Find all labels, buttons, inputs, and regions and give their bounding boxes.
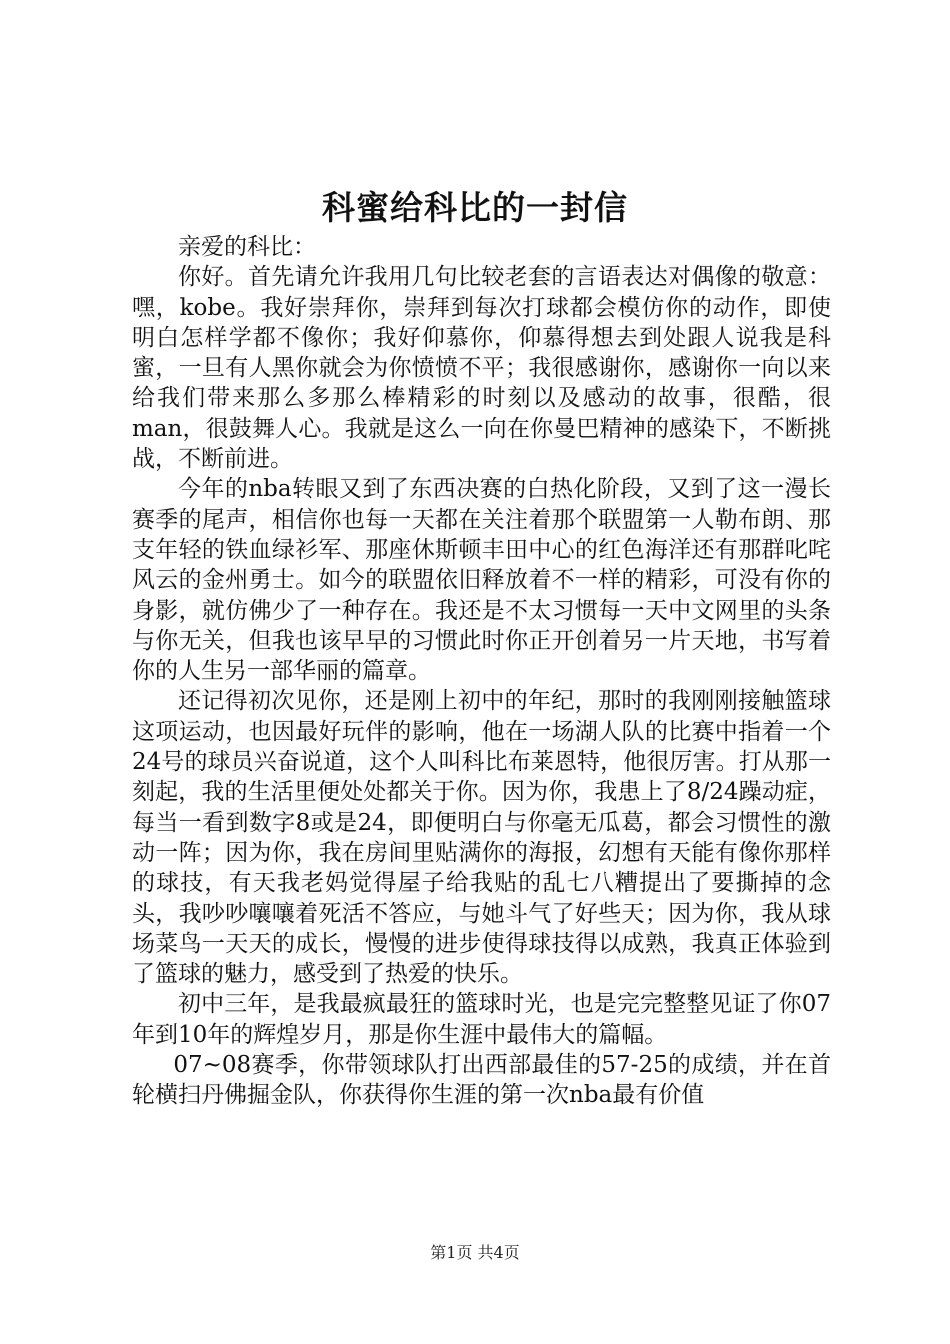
document-title: 科蜜给科比的一封信 <box>322 188 628 227</box>
paragraph: 你好。首先请允许我用几句比较老套的言语表达对偶像的敬意：嘿，kobe。我好崇拜你，崇拜到每次打球都会模仿你的动作，即使明白怎样学都不像你；我好仰慕你，仰慕得想去到处跟人说我是科蜜，一旦有人黑你就会为你愤愤不平；我很感谢你，感谢你一向以来给我们带来那么多那么棒精彩的时刻以及感动的故事，很酷，很man，很鼓舞人心。我就是这么一向在你曼巴精神的感染下，不断挑战，不断前进。 <box>132 264 831 473</box>
letter-body <box>132 232 831 1111</box>
paragraph: 07~08赛季，你带领球队打出西部最佳的57-25的成绩，并在首轮横扫丹佛掘金队，你获得你生涯的第一次nba最有价值 <box>132 1052 831 1109</box>
page-footer: 第1页 共4页 <box>430 1243 520 1262</box>
salutation: 亲爱的科比： <box>178 234 316 260</box>
paragraph: 还记得初次见你，还是刚上初中的年纪，那时的我刚刚接触篮球这项运动，也因最好玩伴的影响，他在一场湖人队的比赛中指着一个24号的球员兴奋说道，这个人叫科比布莱恩特，他很厉害。打从那一刻起，我的生活里便处处都关于你。因为你，我患上了8/24躁动症，每当一看到数字8或是24，即便明白与你毫无瓜葛，都会习惯性的激动一阵；因为你，我在房间里贴满你的海报，幻想有天能有像你那样的球技，有天我老妈觉得屋子给我贴的乱七八糟提出了要撕掉的念头，我吵吵嚷嚷着死活不答应，与她斗气了好些天；因为你，我从球场菜鸟一天天的成长，慢慢的进步使得球技得以成熟，我真正体验到了篮球的魅力，感受到了热爱的快乐。 <box>132 688 831 988</box>
paragraph: 初中三年，是我最疯最狂的篮球时光，也是完完整整见证了你07年到10年的辉煌岁月，那是你生涯中最伟大的篇幅。 <box>132 991 831 1048</box>
paragraph: 今年的nba转眼又到了东西决赛的白热化阶段，又到了这一漫长赛季的尾声，相信你也每一天都在关注着那个联盟第一人勒布朗、那支年轻的铁血绿衫军、那座休斯顿丰田中心的红色海洋还有那群叱咤风云的金州勇士。如今的联盟依旧释放着不一样的精彩，可没有你的身影，就仿佛少了一种存在。我还是不太习惯每一天中文网里的头条与你无关，但我也该早早的习惯此时你正开创着另一片天地，书写着你的人生另一部华丽的篇章。 <box>132 476 831 685</box>
